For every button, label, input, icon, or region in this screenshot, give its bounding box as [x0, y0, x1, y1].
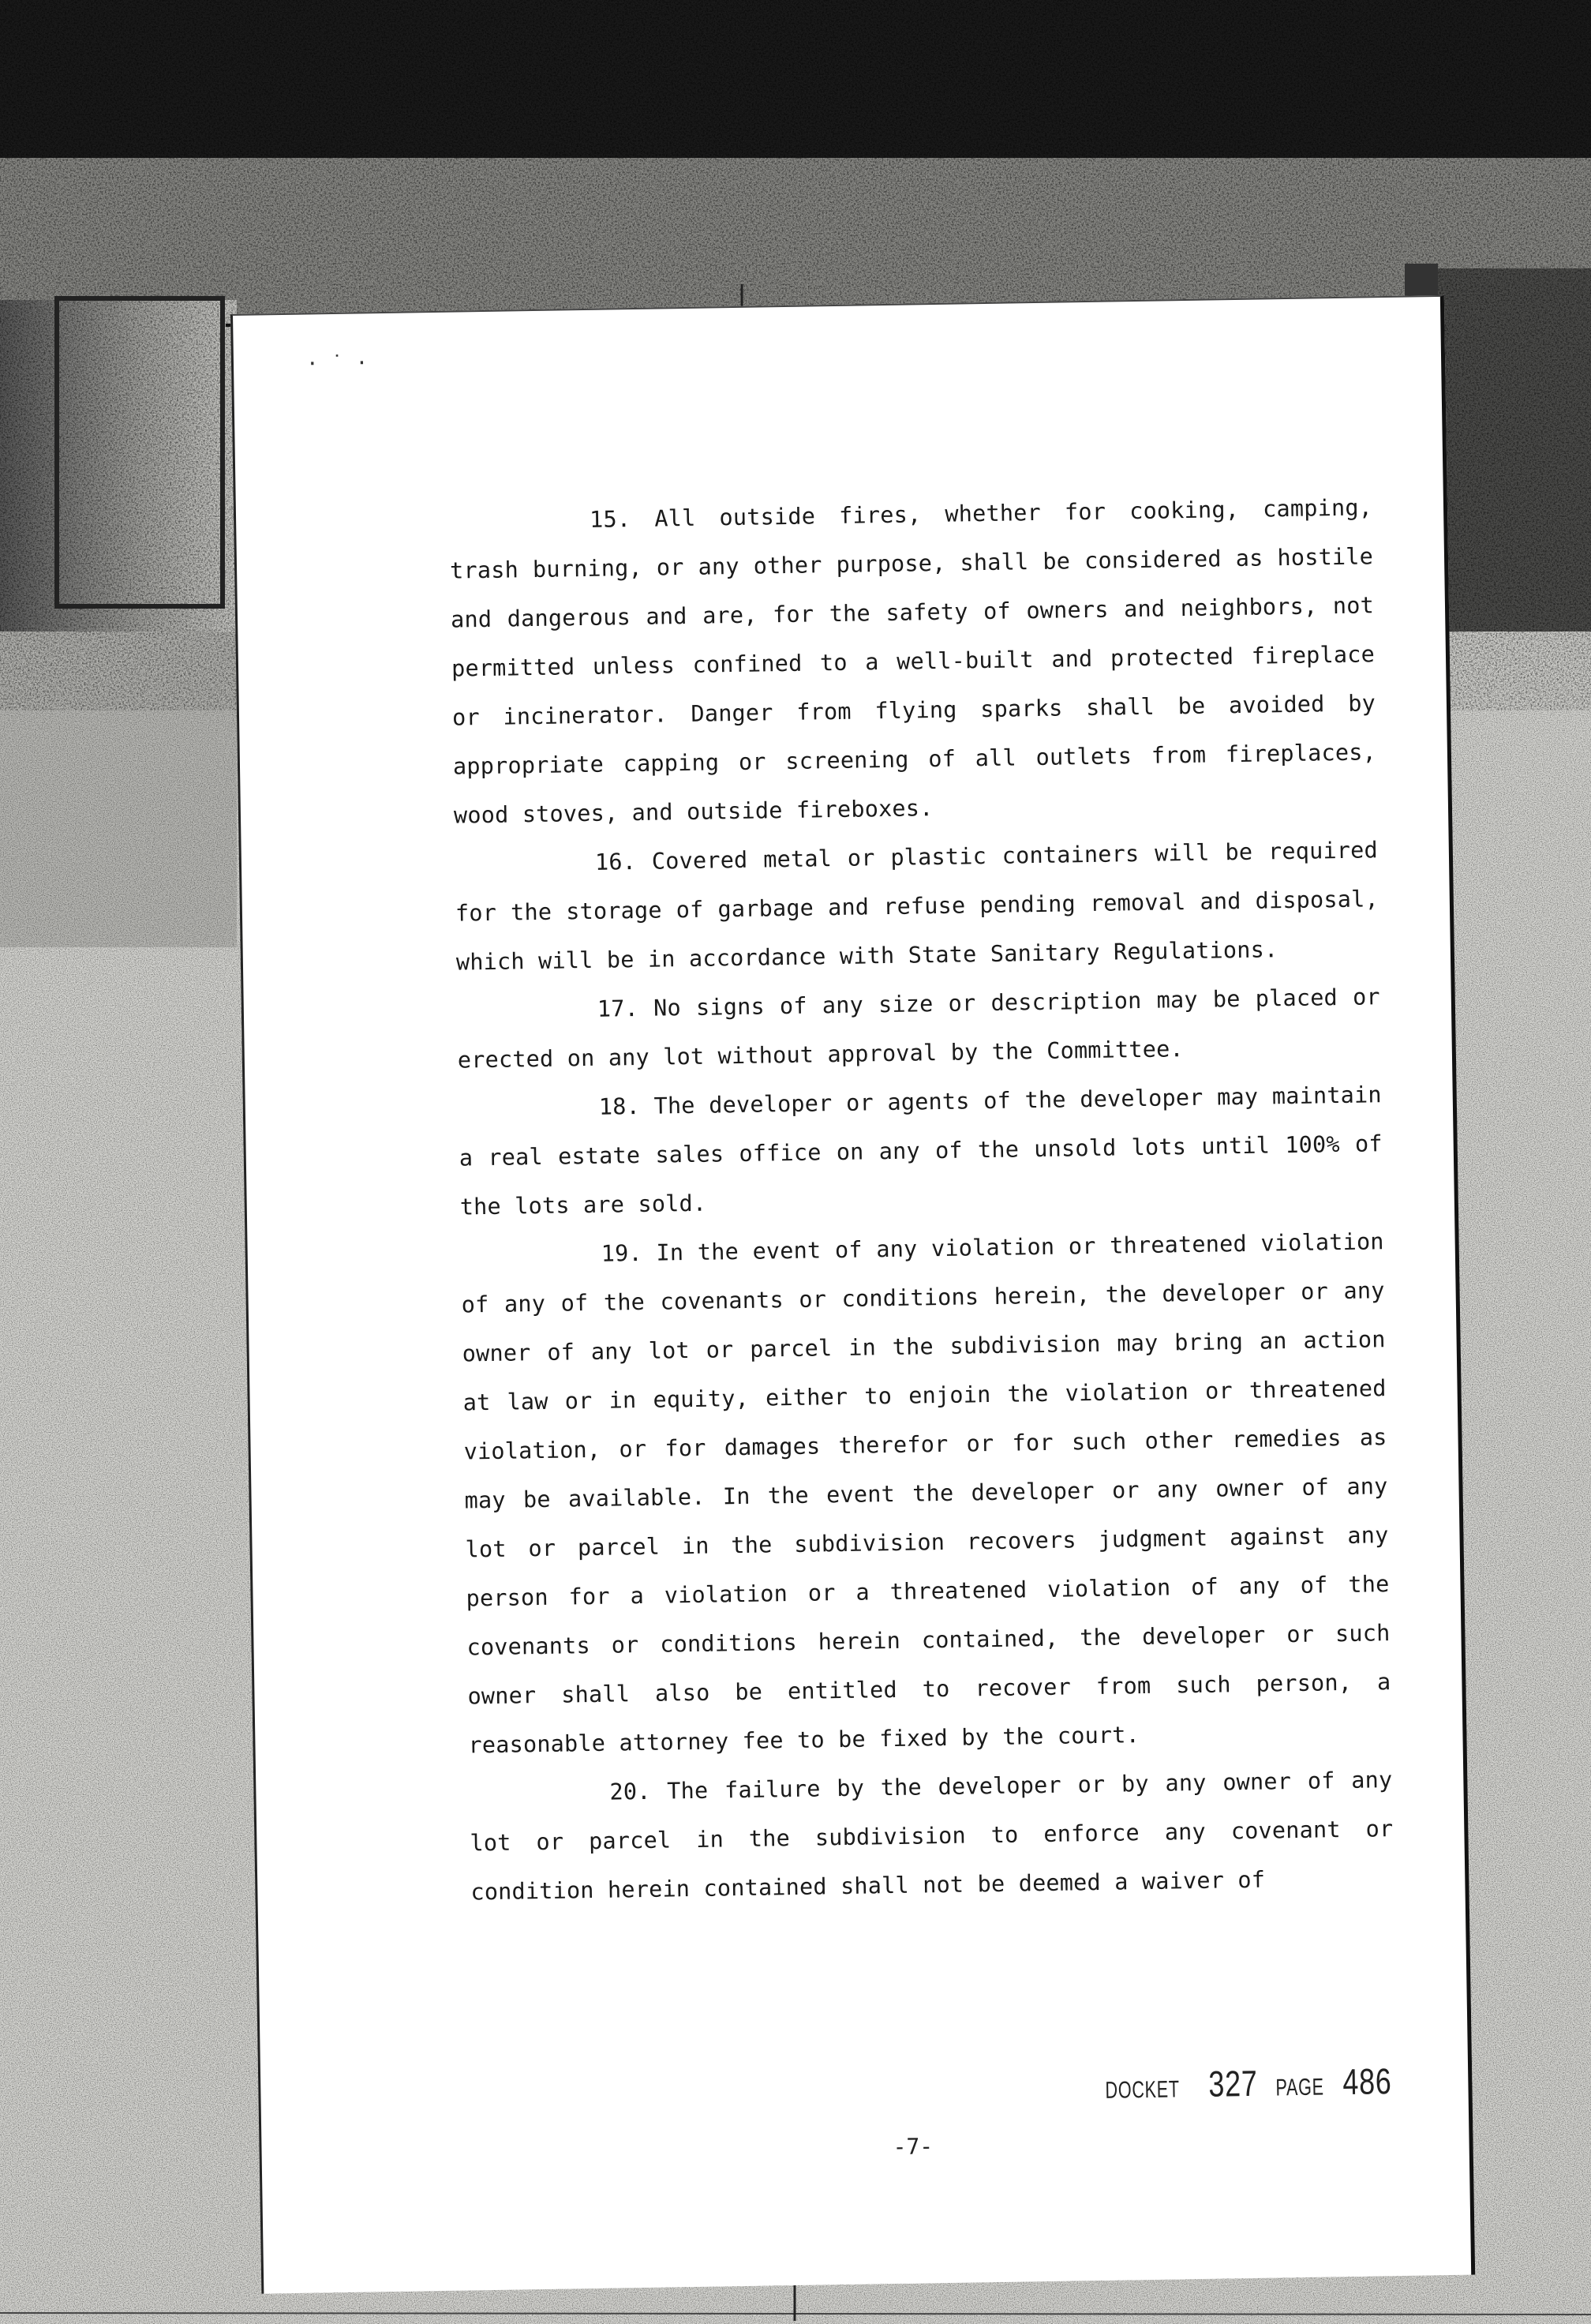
- paragraph-number: 18.: [598, 1093, 641, 1120]
- document-page: [230, 295, 1475, 2294]
- paragraph-number: 16.: [594, 849, 637, 875]
- paragraph-text: In the event of any violation or threatened violation of any of the covenants or conditions herein, the developer or any owner of any lot or parcel in the subdivision may bring an action at law or in equity, either to enjoin the violation or threatened violation, or for damages therefor or for such other remedies as may be available. In the event the developer or any owner of any lot or parcel in the subdivision recovers judgment against any person for a violation or a threatened violation of any of the covenants or conditions herein contained, the developer or such owner shall also be entitled to recover from such person, a reasonable attorney fee to be fixed by the court.: [461, 1228, 1391, 1759]
- docket-stamp: [1105, 2060, 1406, 2107]
- paragraph-19: [460, 1217, 1392, 1770]
- paragraph-number: 15.: [589, 506, 631, 533]
- paragraph-18: [458, 1070, 1383, 1231]
- page-label: PAGE: [1275, 2074, 1325, 2101]
- paragraph-text: Covered metal or plastic containers will be required for the storage of garbage and refuse pending removal and disposal, which will be in accordance with State Sanitary Regulations.: [455, 837, 1379, 976]
- paragraph-16: [455, 826, 1380, 987]
- page-ref: 486: [1342, 2060, 1393, 2103]
- paragraph-17: [456, 973, 1381, 1085]
- document-body: [449, 483, 1394, 1917]
- scan-speckle: · ˙ ·: [305, 351, 369, 377]
- paragraph-15: [449, 483, 1378, 840]
- page-number: -7-: [893, 2133, 934, 2161]
- paragraph-text: No signs of any size or description may be placed or erected on any lot without approval by the Committee.: [457, 984, 1381, 1074]
- docket-number: 327: [1207, 2062, 1258, 2105]
- paragraph-number: 19.: [601, 1239, 643, 1267]
- paragraph-text: The failure by the developer or by any owner of any lot or parcel in the subdivision to enforce any covenant or condition herein contained shall not be deemed a waiver of: [470, 1767, 1394, 1906]
- paragraph-text: All outside fires, whether for cooking, camping, trash burning, or any other purpose, shall be considered as hostile and dangerous and are, for the safety of owners and neighbors, not permitted unless confined to a well-built and protected fireplace or incinerator. Danger from flying sparks shall be avoided by appropriate capping or screening of all outlets from fireplaces, wood stoves, and outside fireboxes.: [449, 494, 1377, 829]
- paragraph-20: [469, 1756, 1394, 1917]
- docket-label: DOCKET: [1105, 2076, 1181, 2104]
- paragraph-number: 20.: [609, 1778, 651, 1805]
- paragraph-number: 17.: [597, 995, 639, 1022]
- paragraph-text: The developer or agents of the developer may maintain a real estate sales office on any of the unsold lots until 100% of the lots are sold.: [459, 1081, 1383, 1220]
